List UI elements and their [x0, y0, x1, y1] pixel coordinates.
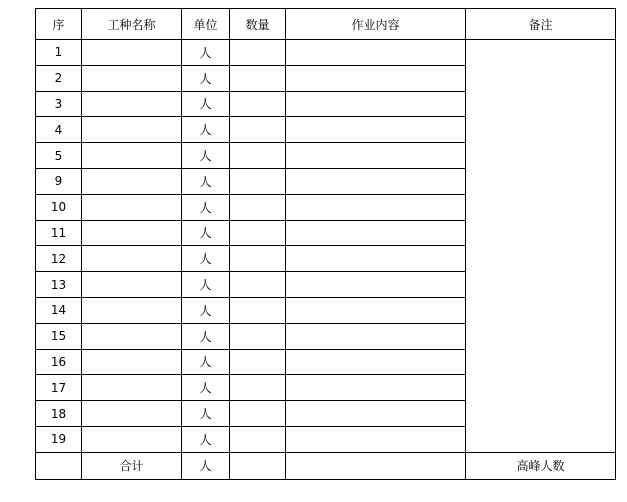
cell-qty[interactable]: [230, 323, 286, 349]
cell-content[interactable]: [286, 91, 466, 117]
cell-name[interactable]: [82, 117, 182, 143]
cell-unit: 人: [182, 220, 230, 246]
cell-content[interactable]: [286, 65, 466, 91]
cell-content[interactable]: [286, 194, 466, 220]
cell-total-seq: [36, 452, 82, 479]
cell-name[interactable]: [82, 272, 182, 298]
cell-name[interactable]: [82, 297, 182, 323]
cell-qty[interactable]: [230, 117, 286, 143]
cell-name[interactable]: [82, 375, 182, 401]
cell-qty[interactable]: [230, 426, 286, 452]
cell-seq: 4: [36, 117, 82, 143]
cell-seq: 19: [36, 426, 82, 452]
cell-seq: 18: [36, 401, 82, 427]
cell-qty[interactable]: [230, 40, 286, 66]
cell-seq: 13: [36, 272, 82, 298]
cell-name[interactable]: [82, 246, 182, 272]
cell-seq: 2: [36, 65, 82, 91]
cell-unit: 人: [182, 143, 230, 169]
cell-content[interactable]: [286, 426, 466, 452]
cell-unit: 人: [182, 91, 230, 117]
cell-seq: 10: [36, 194, 82, 220]
cell-content[interactable]: [286, 246, 466, 272]
cell-name[interactable]: [82, 91, 182, 117]
header-cell-name: 工种名称: [82, 9, 182, 40]
cell-seq: 11: [36, 220, 82, 246]
cell-content[interactable]: [286, 220, 466, 246]
cell-seq: 16: [36, 349, 82, 375]
cell-seq: 1: [36, 40, 82, 66]
cell-unit: 人: [182, 272, 230, 298]
cell-unit: 人: [182, 168, 230, 194]
cell-remark-merged[interactable]: [466, 40, 616, 453]
cell-name[interactable]: [82, 426, 182, 452]
cell-content[interactable]: [286, 297, 466, 323]
cell-unit: 人: [182, 323, 230, 349]
cell-name[interactable]: [82, 194, 182, 220]
header-cell-unit: 单位: [182, 9, 230, 40]
cell-qty[interactable]: [230, 168, 286, 194]
cell-unit: 人: [182, 401, 230, 427]
cell-content[interactable]: [286, 117, 466, 143]
cell-name[interactable]: [82, 168, 182, 194]
cell-unit: 人: [182, 349, 230, 375]
cell-seq: 15: [36, 323, 82, 349]
cell-unit: 人: [182, 117, 230, 143]
cell-qty[interactable]: [230, 375, 286, 401]
total-row: [36, 452, 616, 479]
cell-content[interactable]: [286, 40, 466, 66]
labor-worksheet-table: [35, 8, 616, 480]
cell-unit: 人: [182, 297, 230, 323]
cell-qty[interactable]: [230, 272, 286, 298]
header-row: [36, 9, 616, 40]
cell-name[interactable]: [82, 65, 182, 91]
cell-seq: 9: [36, 168, 82, 194]
cell-qty[interactable]: [230, 143, 286, 169]
cell-qty[interactable]: [230, 297, 286, 323]
cell-seq: 14: [36, 297, 82, 323]
cell-name[interactable]: [82, 323, 182, 349]
cell-unit: 人: [182, 246, 230, 272]
cell-qty[interactable]: [230, 220, 286, 246]
cell-seq: 17: [36, 375, 82, 401]
cell-unit: 人: [182, 40, 230, 66]
cell-content[interactable]: [286, 375, 466, 401]
cell-unit: 人: [182, 65, 230, 91]
cell-name[interactable]: [82, 220, 182, 246]
cell-qty[interactable]: [230, 349, 286, 375]
cell-total-label: 合计: [82, 452, 182, 479]
header-cell-content: 作业内容: [286, 9, 466, 40]
cell-content[interactable]: [286, 323, 466, 349]
cell-name[interactable]: [82, 401, 182, 427]
cell-unit: 人: [182, 194, 230, 220]
cell-qty[interactable]: [230, 65, 286, 91]
cell-name[interactable]: [82, 349, 182, 375]
cell-peak-headcount-label: 高峰人数: [466, 452, 616, 479]
cell-total-content[interactable]: [286, 452, 466, 479]
cell-total-unit: 人: [182, 452, 230, 479]
cell-seq: 3: [36, 91, 82, 117]
cell-content[interactable]: [286, 349, 466, 375]
cell-qty[interactable]: [230, 194, 286, 220]
cell-content[interactable]: [286, 272, 466, 298]
cell-unit: 人: [182, 375, 230, 401]
cell-name[interactable]: [82, 40, 182, 66]
cell-content[interactable]: [286, 401, 466, 427]
cell-qty[interactable]: [230, 246, 286, 272]
cell-content[interactable]: [286, 143, 466, 169]
header-cell-seq: 序: [36, 9, 82, 40]
cell-qty[interactable]: [230, 91, 286, 117]
header-cell-qty: 数量: [230, 9, 286, 40]
cell-name[interactable]: [82, 143, 182, 169]
cell-seq: 5: [36, 143, 82, 169]
table-row: [36, 40, 616, 66]
cell-total-qty[interactable]: [230, 452, 286, 479]
cell-seq: 12: [36, 246, 82, 272]
cell-qty[interactable]: [230, 401, 286, 427]
cell-unit: 人: [182, 426, 230, 452]
table-header: [36, 9, 616, 40]
table-body: [36, 40, 616, 480]
header-cell-remark: 备注: [466, 9, 616, 40]
cell-content[interactable]: [286, 168, 466, 194]
